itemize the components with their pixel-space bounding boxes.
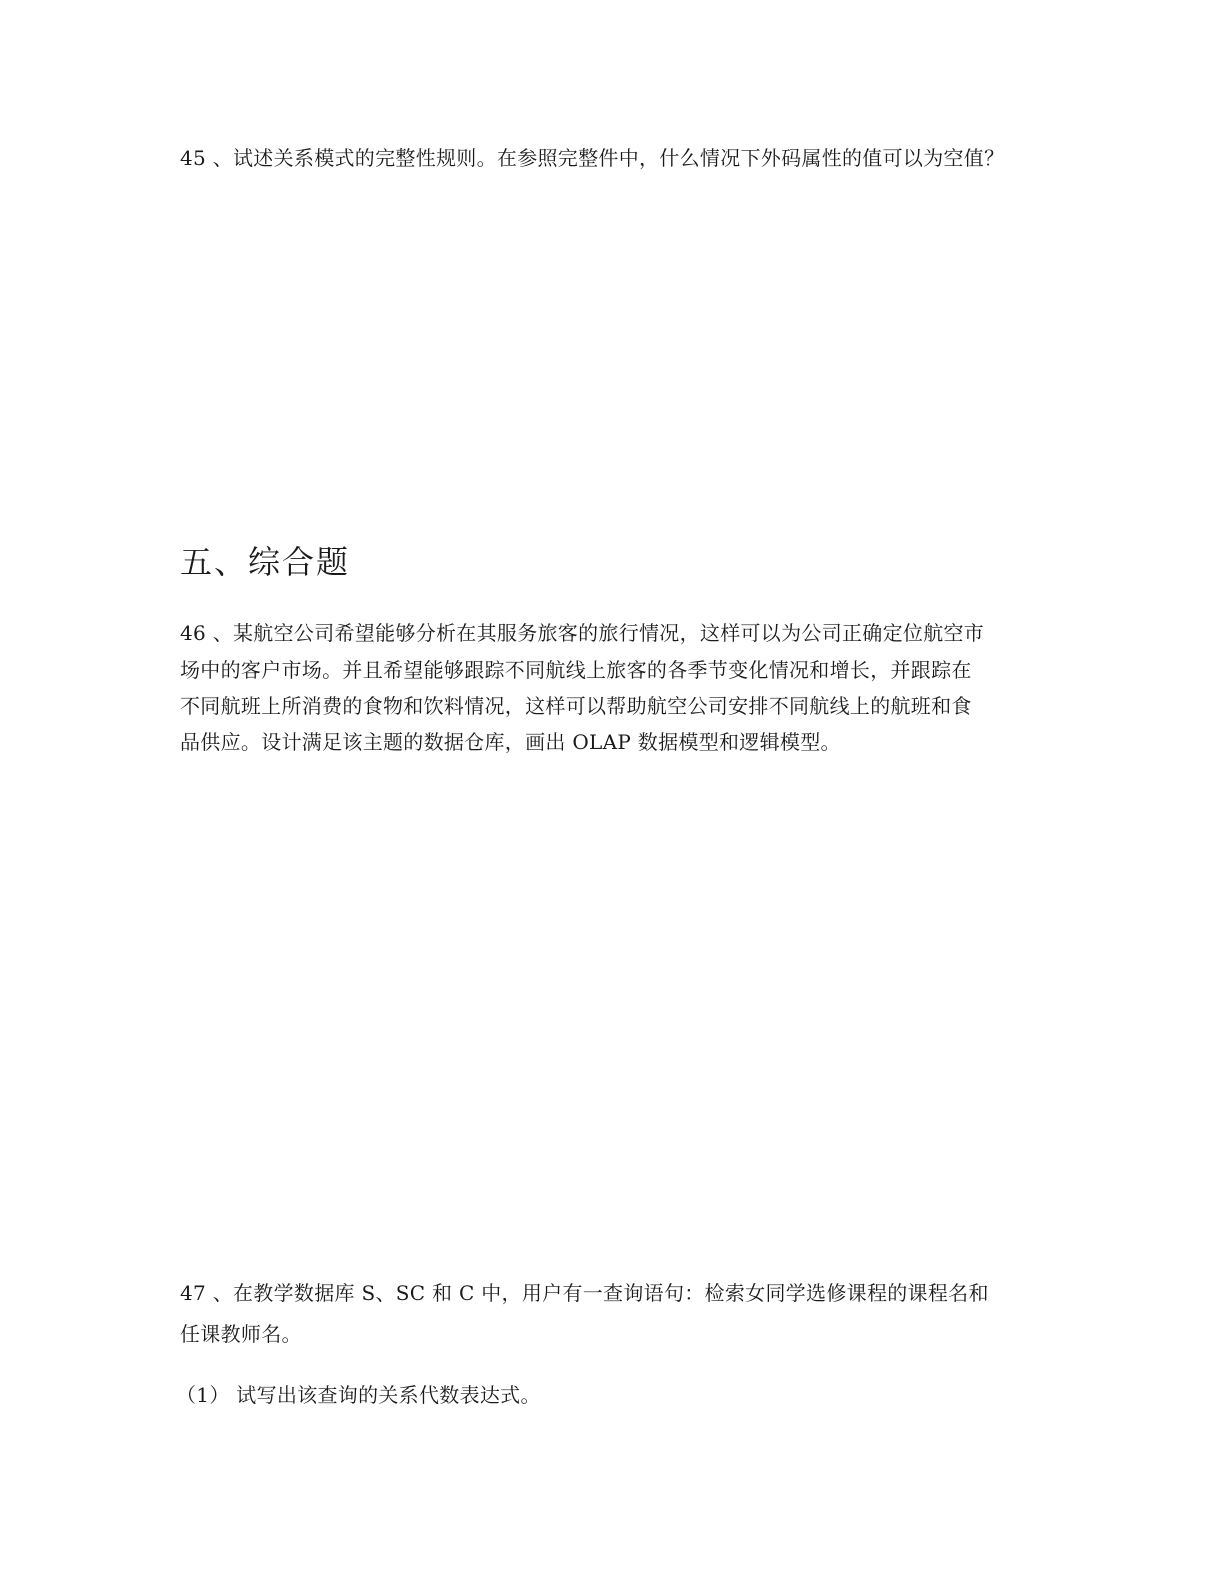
section-title: 五、综合题 [180, 543, 351, 581]
question-47-subquestion-1: （1） 试写出该查询的关系代数表达式。 [176, 1383, 541, 1407]
question-46-line-4: 品供应。设计满足该主题的数据仓库，画出 OLAP 数据模型和逻辑模型。 [180, 730, 841, 754]
question-47-line-1: 47 、在教学数据库 S、SC 和 C 中，用户有一查询语句：检索女同学选修课程的课程名和 [180, 1281, 989, 1305]
question-47-line-2: 任课教师名。 [180, 1322, 302, 1346]
question-46-line-3: 不同航班上所消费的食物和饮料情况，这样可以帮助航空公司安排不同航线上的航班和食 [180, 694, 972, 718]
question-45: 45 、试述关系模式的完整性规则。在参照完整件中，什么情况下外码属性的值可以为空值？ [180, 146, 1005, 170]
question-46-line-2: 场中的客户市场。并且希望能够跟踪不同航线上旅客的各季节变化情况和增长，并跟踪在 [180, 658, 972, 682]
question-46-line-1: 46 、某航空公司希望能够分析在其服务旅客的旅行情况，这样可以为公司正确定位航空市 [180, 621, 985, 645]
